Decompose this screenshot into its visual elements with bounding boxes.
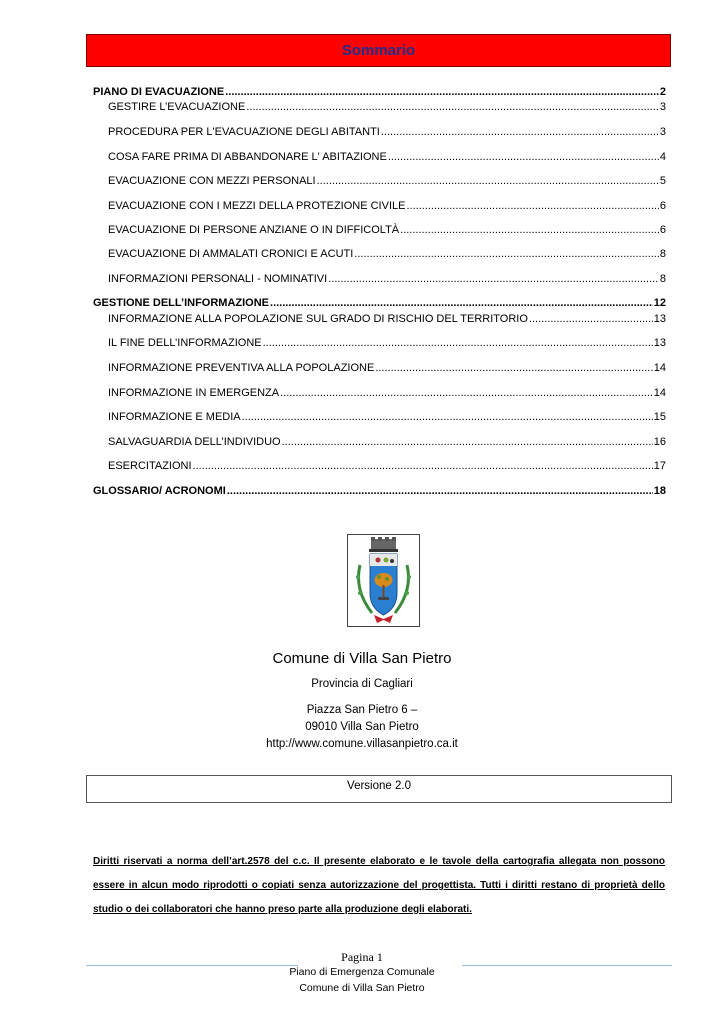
website-link[interactable]: http://www.comune.villasanpietro.ca.it (266, 738, 458, 750)
toc-leader-dots (280, 387, 653, 400)
version-label: Versione 2.0 (347, 780, 411, 792)
toc-entry-label: ESERCITAZIONI (108, 460, 192, 472)
toc-entry-label: SALVAGUARDIA DELL’INDIVIDUO (108, 436, 281, 448)
toc-leader-dots (225, 86, 659, 99)
toc-leader-dots (375, 362, 652, 375)
toc-entry[interactable] (93, 86, 666, 99)
toc-entry[interactable] (93, 224, 666, 237)
toc-entry-label: EVACUAZIONE DI PERSONE ANZIANE O IN DIFFICOLTÀ (108, 224, 400, 236)
toc-leader-dots (317, 175, 659, 188)
toc-entry-page: 13 (653, 337, 666, 349)
toc-entry[interactable] (93, 313, 666, 326)
toc-leader-dots (406, 200, 658, 213)
toc-entry-page: 5 (659, 175, 666, 187)
footer-entity: Comune di Villa San Pietro (299, 982, 425, 994)
toc-leader-dots (400, 224, 659, 237)
address-line-1: Piazza San Pietro 6 – (306, 704, 418, 716)
toc-leader-dots (193, 460, 653, 473)
toc-leader-dots (227, 485, 653, 498)
toc-leader-dots (263, 337, 653, 350)
toc-entry-page: 6 (659, 224, 666, 236)
toc-leader-dots (242, 411, 653, 424)
toc-entry-label: COSA FARE PRIMA DI ABBANDONARE L' ABITAZIONE (108, 151, 387, 163)
toc-entry-label: GESTIONE DELL’INFORMAZIONE (93, 297, 270, 309)
toc-entry-label: IL FINE DELL’INFORMAZIONE (108, 337, 262, 349)
toc-entry-page: 15 (653, 411, 666, 423)
toc-leader-dots (246, 101, 659, 114)
toc-entry[interactable] (93, 362, 666, 375)
toc-entry-page: 3 (659, 126, 666, 138)
toc-entry-page: 17 (653, 460, 666, 472)
toc-entry-page: 8 (659, 248, 666, 260)
province-name: Provincia di Cagliari (311, 678, 413, 690)
toc-entry[interactable] (93, 273, 666, 286)
toc-entry[interactable] (93, 297, 666, 310)
footer-document-title: Piano di Emergenza Comunale (289, 966, 435, 978)
toc-entry[interactable] (93, 337, 666, 350)
toc-entry-label: INFORMAZIONE PREVENTIVA ALLA POPOLAZIONE (108, 362, 375, 374)
summary-title-bar (86, 34, 671, 67)
toc-entry-page: 12 (653, 297, 666, 309)
toc-entry[interactable] (93, 460, 666, 473)
toc-entry-label: EVACUAZIONE CON MEZZI PERSONALI (108, 175, 316, 187)
toc-entry[interactable] (93, 101, 666, 114)
toc-leader-dots (381, 126, 659, 139)
toc-leader-dots (270, 297, 653, 310)
toc-entry-label: PIANO DI EVACUAZIONE (93, 86, 225, 98)
toc-entry-label: PROCEDURA PER L'EVACUAZIONE DEGLI ABITANTI (108, 126, 380, 138)
toc-entry-page: 18 (653, 485, 666, 497)
toc-entry-page: 14 (653, 387, 666, 399)
toc-entry-label: GESTIRE L’EVACUAZIONE (108, 101, 246, 113)
toc-entry-page: 3 (659, 101, 666, 113)
toc-entry-label: INFORMAZIONE ALLA POPOLAZIONE SUL GRADO DI RISCHIO DEL TERRITORIO (108, 313, 528, 325)
toc-entry-label: EVACUAZIONE DI AMMALATI CRONICI E ACUTI (108, 248, 354, 260)
municipality-name: Comune di Villa San Pietro (272, 650, 452, 667)
toc-leader-dots (529, 313, 653, 326)
summary-title: Sommario (341, 42, 416, 59)
toc-entry[interactable] (93, 411, 666, 424)
version-box (86, 775, 672, 803)
toc-entry[interactable] (93, 175, 666, 188)
page-number: Pagina 1 (341, 950, 383, 964)
toc-entry-page: 13 (653, 313, 666, 325)
toc-entry[interactable] (93, 387, 666, 400)
toc-entry-page: 4 (659, 151, 666, 163)
toc-entry-page: 8 (659, 273, 666, 285)
toc-entry[interactable] (93, 436, 666, 449)
toc-entry[interactable] (93, 151, 666, 164)
toc-leader-dots (388, 151, 659, 164)
address-line-2: 09010 Villa San Pietro (305, 721, 419, 733)
toc-entry-page: 16 (653, 436, 666, 448)
toc-entry-label: INFORMAZIONI PERSONALI - NOMINATIVI (108, 273, 328, 285)
toc-entry-page: 14 (653, 362, 666, 374)
toc-entry-page: 2 (659, 86, 666, 98)
toc-leader-dots (282, 436, 653, 449)
rights-notice: Diritti riservati a norma dell’art.2578 del c.c. Il presente elaborato e le tavole della cartografia allegata non possono essere in alcun modo riprodotti o copiati senza autorizzazione del progettista. Tutti i diritti restano di proprietà dello studio o dei collaboratori che hanno preso parte alla produzione degli elaborati. (93, 856, 665, 915)
toc-entry-label: INFORMAZIONE E MEDIA (108, 411, 241, 423)
toc-entry[interactable] (93, 200, 666, 213)
toc-entry-page: 6 (659, 200, 666, 212)
toc-entry[interactable] (93, 126, 666, 139)
toc-entry[interactable] (93, 485, 666, 498)
coat-of-arms-icon (348, 535, 419, 626)
toc-entry-label: EVACUAZIONE CON I MEZZI DELLA PROTEZIONE CIVILE (108, 200, 406, 212)
toc-leader-dots (354, 248, 659, 261)
toc-entry-label: INFORMAZIONE IN EMERGENZA (108, 387, 280, 399)
toc-entry-label: GLOSSARIO/ ACRONOMI (93, 485, 226, 497)
toc-leader-dots (328, 273, 659, 286)
toc-entry[interactable] (93, 248, 666, 261)
municipal-crest (347, 534, 420, 627)
